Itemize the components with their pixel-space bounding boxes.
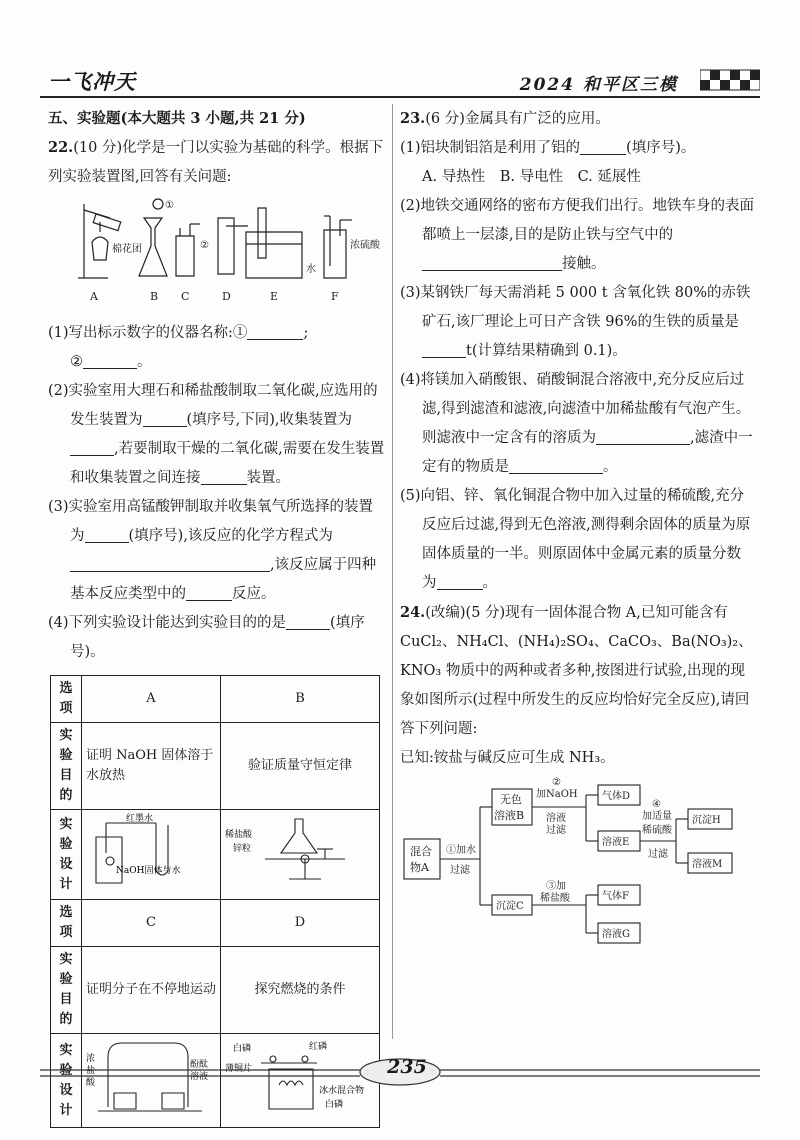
page-number: 235 bbox=[387, 1056, 427, 1078]
q22-1-sep: ; bbox=[303, 325, 309, 341]
lbl-naoh: NaOH固体与水 bbox=[116, 866, 181, 876]
blank-22-4[interactable] bbox=[286, 612, 330, 630]
apparatus-figure bbox=[48, 196, 386, 306]
q23-2-text2: 接触。 bbox=[562, 256, 606, 272]
label-B: B bbox=[150, 290, 159, 303]
q23-options: A. 导热性 B. 导电性 C. 延展性 bbox=[422, 169, 641, 185]
design-B-figure bbox=[225, 813, 365, 889]
f-solM: 溶液M bbox=[692, 859, 723, 870]
page-header bbox=[40, 62, 760, 100]
q23-4-text3: 。 bbox=[603, 459, 618, 475]
cell-goal-C: 证明分子在不停地运动 bbox=[82, 947, 221, 1034]
q22-2-text4: 装置。 bbox=[246, 470, 290, 486]
column-divider bbox=[392, 104, 393, 1039]
q23-1 bbox=[400, 134, 755, 163]
label-F: F bbox=[331, 290, 339, 303]
lbl-phen1: 酚酞 bbox=[190, 1060, 209, 1070]
f-step3a: ③加 bbox=[546, 881, 566, 892]
q23-5-text: (5)向铝、锌、氧化铜混合物中加入过量的稀硫酸,充分反应后过滤,得到无色溶液,测得剩余固体的质量为原固体质量的一半。则原固体中金属元素的质量分数为 bbox=[400, 488, 751, 591]
q22-1-end: 。 bbox=[137, 354, 152, 370]
lbl-redwater: 红墨水 bbox=[126, 814, 154, 824]
cell-A: A bbox=[82, 676, 221, 723]
blank-22-2b[interactable] bbox=[70, 438, 114, 456]
cell-design-header-2: 实验设计 bbox=[51, 1034, 82, 1128]
blank-23-3[interactable] bbox=[422, 340, 466, 358]
lbl-whiteP2: 白磷 bbox=[325, 1100, 344, 1110]
header-rule bbox=[40, 96, 760, 98]
lbl-whiteP: 白磷 bbox=[233, 1044, 252, 1054]
lbl-cu: 薄铜片 bbox=[225, 1064, 253, 1074]
label-water: 水 bbox=[306, 264, 316, 275]
q22-number: 22. bbox=[48, 139, 74, 156]
q23-stem bbox=[400, 104, 755, 134]
flowchart bbox=[400, 777, 750, 947]
f-step2b: 加NaOH bbox=[536, 789, 578, 800]
blank-22-3c[interactable] bbox=[186, 583, 232, 601]
q22-3 bbox=[48, 493, 386, 609]
q22-stem-text: (10 分)化学是一门以实验为基础的科学。根据下列实验装置图,回答有关问题: bbox=[48, 140, 384, 185]
f-step1a: ①加水 bbox=[446, 845, 476, 856]
f-step4c: 稀硫酸 bbox=[642, 825, 672, 836]
cell-design-A bbox=[82, 810, 221, 900]
q23-5-text2: 。 bbox=[482, 575, 497, 591]
cell-C: C bbox=[82, 900, 221, 947]
brand-logo: 一飞冲天 bbox=[48, 70, 136, 94]
q24-known: 已知:铵盐与碱反应可生成 NH₃。 bbox=[400, 750, 615, 766]
f-gasF: 气体F bbox=[602, 891, 629, 902]
label-A: A bbox=[90, 290, 98, 303]
f-step4d: 过滤 bbox=[648, 849, 668, 860]
blank-22-1b[interactable] bbox=[83, 351, 137, 369]
f-step3b: 稀盐酸 bbox=[540, 893, 570, 904]
q22-2 bbox=[48, 377, 386, 493]
q22-3-text3: ,该反应属于四种基本反应类型中的 bbox=[70, 557, 377, 602]
q23-4-text2: ,滤渣中一定有的物质是 bbox=[422, 430, 753, 475]
f-pptC: 沉淀C bbox=[496, 901, 524, 912]
exam-title: 2024 和平区三模 bbox=[519, 75, 678, 95]
f-solG: 溶液G bbox=[602, 929, 630, 940]
f-mix1: 混合 bbox=[410, 845, 432, 858]
blank-22-3a[interactable] bbox=[85, 525, 129, 543]
f-solE: 溶液E bbox=[602, 837, 630, 848]
cell-D: D bbox=[221, 900, 380, 947]
f-step2c: 溶液 bbox=[546, 813, 566, 824]
right-column bbox=[400, 104, 755, 958]
page-footer bbox=[40, 1056, 760, 1086]
q23-4 bbox=[400, 366, 755, 482]
q22-2-text3: ,若要制取干燥的二氧化碳,需要在发生装置和收集装置之间连接 bbox=[70, 441, 385, 486]
q23-number: 23. bbox=[400, 110, 426, 127]
f-step4b: 加适量 bbox=[642, 811, 672, 822]
q24-number: 24. bbox=[400, 604, 426, 621]
design-A-figure bbox=[86, 813, 216, 889]
lbl-hcl: 稀盐酸 bbox=[225, 830, 253, 840]
blank-22-1a[interactable] bbox=[247, 322, 303, 340]
label-acid: 浓硫酸 bbox=[350, 240, 380, 251]
q23-5 bbox=[400, 482, 755, 598]
q22-1 bbox=[48, 319, 386, 377]
q23-3-text2: t(计算结果精确到 0.1)。 bbox=[466, 343, 627, 359]
label-C: C bbox=[181, 290, 190, 303]
cell-goal-B: 验证质量守恒定律 bbox=[221, 723, 380, 810]
f-step2d: 过滤 bbox=[546, 825, 566, 836]
blank-22-3b[interactable] bbox=[70, 554, 270, 572]
q23-2 bbox=[400, 192, 755, 279]
q23-3-text: (3)某钢铁厂每天需消耗 5 000 t 含氧化铁 80%的赤铁矿石,该厂理论上可日产含铁 96%的生铁的质量是 bbox=[400, 285, 751, 330]
q22-3-text: (3)实验室用高锰酸钾制取并收集氧气所选择的装置为 bbox=[48, 499, 374, 544]
q24-stem bbox=[400, 598, 755, 744]
q22-1-text2: ② bbox=[70, 354, 83, 370]
cell-design-B bbox=[221, 810, 380, 900]
checker-decoration bbox=[700, 64, 760, 94]
q22-4-text: (4)下列实验设计能达到实验目的的是 bbox=[48, 615, 287, 631]
lbl-redP: 红磷 bbox=[309, 1042, 328, 1052]
q22-1-text: (1)写出标示数字的仪器名称:① bbox=[48, 325, 248, 341]
f-step1b: 过滤 bbox=[450, 865, 470, 876]
lbl-ice: 冰水混合物 bbox=[319, 1086, 365, 1096]
q23-2-text: (2)地铁交通网络的密布方便我们出行。地铁车身的表面都喷上一层漆,目的是防止铁与空气中的 bbox=[400, 198, 755, 243]
label-E: E bbox=[270, 290, 279, 303]
q22-2-text2: (填序号,下同),收集装置为 bbox=[186, 412, 353, 428]
lbl-conc2: 盐 bbox=[86, 1066, 96, 1076]
cell-goal-header: 实验目的 bbox=[51, 723, 82, 810]
cell-option-header-2: 选项 bbox=[51, 900, 82, 947]
q22-3-text4: 反应。 bbox=[232, 586, 276, 602]
blank-23-1[interactable] bbox=[580, 137, 626, 155]
q23-3 bbox=[400, 279, 755, 366]
q22-3-text2: (填序号),该反应的化学方程式为 bbox=[128, 528, 333, 544]
label-cotton: 棉花团 bbox=[112, 244, 142, 255]
f-solB2: 溶液B bbox=[494, 809, 525, 822]
f-step4a: ④ bbox=[652, 799, 661, 810]
q22-4-text2: (填序号)。 bbox=[70, 615, 365, 660]
f-solB1: 无色 bbox=[500, 793, 522, 806]
f-mix2: 物A bbox=[410, 861, 429, 874]
section-title: 五、实验题(本大题共 3 小题,共 21 分) bbox=[48, 110, 306, 127]
lbl-conc1: 浓 bbox=[86, 1054, 96, 1064]
blank-22-2c[interactable] bbox=[201, 467, 247, 485]
lbl-phen2: 溶液 bbox=[190, 1072, 209, 1082]
q22-stem bbox=[48, 133, 386, 192]
blank-23-5[interactable] bbox=[437, 572, 483, 590]
cell-goal-A: 证明 NaOH 固体溶于水放热 bbox=[82, 723, 221, 810]
lbl-conc3: 酸 bbox=[86, 1078, 96, 1088]
cell-design-header: 实验设计 bbox=[51, 810, 82, 900]
q23-1-text2: (填序号)。 bbox=[626, 140, 696, 156]
blank-23-4a[interactable] bbox=[596, 427, 690, 445]
q22-4 bbox=[48, 609, 386, 667]
blank-23-4b[interactable] bbox=[509, 456, 603, 474]
q23-4-text: (4)将镁加入硝酸银、硝酸铜混合溶液中,充分反应后过滤,得到滤渣和滤液,向滤渣中加稀盐酸有气泡产生。则滤液中一定含有的溶质为 bbox=[400, 372, 751, 446]
label-D: D bbox=[222, 290, 231, 303]
label-m2: ② bbox=[200, 240, 209, 251]
left-column bbox=[48, 104, 386, 1128]
lbl-zn: 锌粒 bbox=[233, 844, 252, 854]
label-m1: ① bbox=[165, 200, 174, 211]
cell-goal-header-2: 实验目的 bbox=[51, 947, 82, 1034]
q23-stem-text: (6 分)金属具有广泛的应用。 bbox=[425, 111, 610, 127]
q24-stem-text: (改编)(5 分)现有一固体混合物 A,已知可能含有 CuCl₂、NH₄Cl、(NH₄)₂SO₄、CaCO₃、Ba(NO₃)₂、KNO₃ 物质中的两种或者多种,按图进行试验,出现的现象如图所示(过程中所发生的反应均恰好完全反应),请回答下列问题: bbox=[400, 605, 753, 737]
blank-23-2[interactable] bbox=[422, 253, 562, 271]
f-pptH: 沉淀H bbox=[692, 815, 721, 826]
cell-B: B bbox=[221, 676, 380, 723]
q23-1-text: (1)铝块制铝箔是利用了铝的 bbox=[400, 140, 581, 156]
cell-goal-D: 探究燃烧的条件 bbox=[221, 947, 380, 1034]
f-step2a: ② bbox=[552, 777, 561, 788]
blank-22-2a[interactable] bbox=[143, 409, 187, 427]
cell-option-header: 选项 bbox=[51, 676, 82, 723]
q22-2-text: (2)实验室用大理石和稀盐酸制取二氧化碳,应选用的发生装置为 bbox=[48, 383, 378, 428]
f-gasD: 气体D bbox=[602, 791, 631, 802]
